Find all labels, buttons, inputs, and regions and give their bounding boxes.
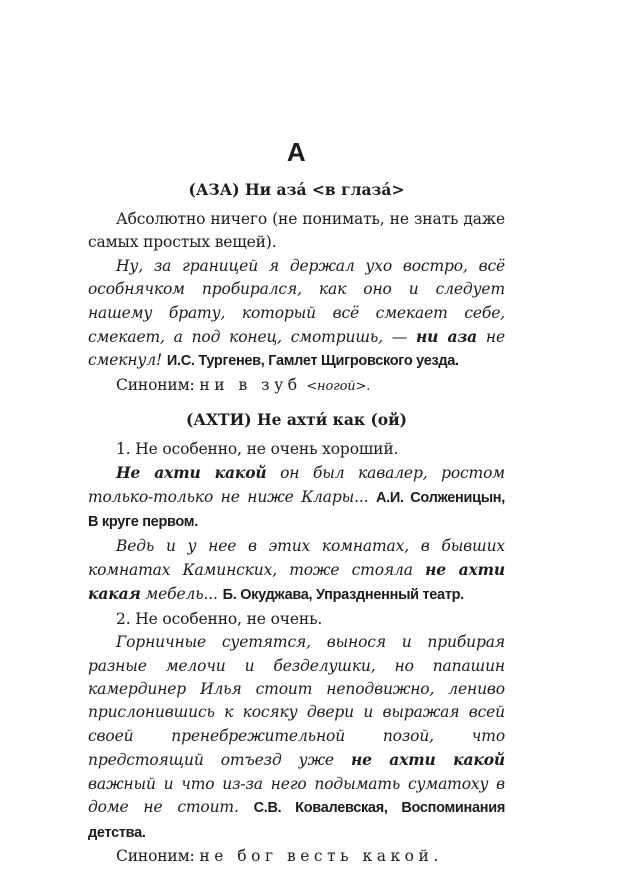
example-source: С.В. Ковалевская, Воспоминания детства. [88, 800, 505, 841]
example-source: Б. Окуджава, Упраздненный театр. [222, 587, 464, 604]
example-source: И.С. Тургенев, Гамлет Щигровского уезда. [166, 353, 459, 370]
example-text: Горничные суетятся, вынося и прибирая разные мелочи и безделушки, но папашин камердинер Илья стоит неподвижно, лениво прислонившись к косяку двери и выражая всей своей пренебрежительной позой, что предстоящий отъезд уже [88, 633, 505, 770]
example-keyword: Не ахти какой [116, 463, 267, 483]
entry-definition: 1. Не особенно, не очень хороший. [116, 440, 399, 458]
entry-akhti [88, 408, 505, 868]
entry-headword: (АЗА) Ни аза́ <в глаза́> [188, 180, 405, 199]
entry-headword: (АХТИ) Не ахти́ как (ой) [186, 410, 407, 429]
entry-definition: 2. Не особенно, не очень. [116, 609, 323, 628]
synonym-value: не бог весть какой. [199, 846, 443, 865]
example-source: А.И. Солженицын, В круге первом. [88, 489, 505, 531]
synonym-label: Синоним: [116, 375, 195, 394]
synonym-extra: <ногой>. [306, 378, 371, 394]
entry-example [88, 535, 505, 608]
entry-synonym [88, 374, 505, 398]
example-text: не смекнул! [88, 328, 505, 370]
example-text: мебель... [140, 585, 223, 604]
example-text: Ведь и у нее в этих комнатах, в бывших комнатах Каминских, тоже стояла [88, 536, 505, 580]
example-text: важный и что из-за него подымать суматоху в доме не стоит. [88, 774, 505, 817]
example-keyword: не ахти какой [350, 750, 506, 770]
example-text: он был кавалер, ростом только-только не ниже Клары... [88, 464, 505, 506]
example-keyword: не ахти какая [88, 560, 505, 604]
synonym-label: Синоним: [116, 846, 195, 865]
example-text: Ну, за границей я держал ухо востро, всё особнячком пробирался, как оно и следует нашему брату, который всё смекает себе, смекает, а под конец, смотришь, — [88, 256, 505, 347]
entry-definition: Абсолютно ничего (не понимать, не знать даже самых простых вещей). [88, 210, 505, 252]
section-letter: А [286, 137, 307, 167]
example-keyword: ни аза [415, 327, 478, 347]
synonym-value: ни в зуб [199, 375, 302, 394]
entry-example [88, 461, 505, 534]
entry-synonym [88, 845, 505, 868]
entry-example [88, 631, 505, 845]
entry-example [88, 255, 505, 374]
entry-aza [88, 178, 505, 398]
